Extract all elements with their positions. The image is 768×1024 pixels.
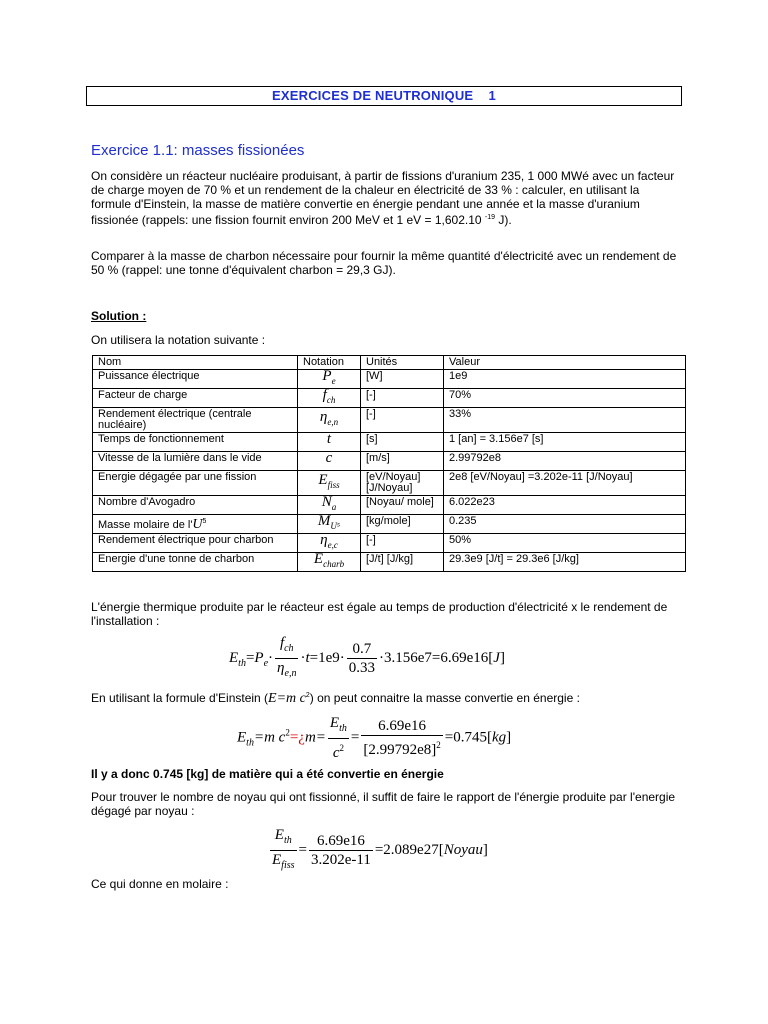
name-cell: Temps de fonctionnement: [93, 433, 298, 452]
value-cell: 6.022e23: [444, 496, 686, 515]
notation-cell: $E_{charb}$: [298, 553, 361, 572]
notation-cell: $\eta_{e,c}$: [298, 534, 361, 553]
header-cell: Nom: [93, 356, 298, 370]
exercise-statement: On considère un réacteur nucléaire produisant, à partir de fissions d'uranium 235, 1 000 MWé avec un facteur de charge moyen de 70 % et un rendement de la chaleur en électricité de 33 % : calculer, en utilisant la formule d'Einstein, la masse de matière convertie en énergie pendant une année et la masse d'uranium fissionée (rappels: une fission fournit environ 200 MeV et 1 eV = 1,602.10 $^{-19}$ J).: [91, 169, 675, 227]
molar-text: Ce qui donne en molaire :: [91, 877, 229, 891]
unit-cell: [eV/Noyau] [J/Noyau]: [361, 471, 444, 496]
unit-cell: [kg/mole]: [361, 515, 444, 534]
name-cell: Rendement électrique (centrale nucléaire): [93, 408, 298, 433]
einstein-text: En utilisant la formule d'Einstein (E=m $c^2$) on peut connaitre la masse convertie en énergie :: [91, 691, 580, 706]
name-cell: Energie dégagée par une fission: [93, 471, 298, 496]
page-title: EXERCICES DE NEUTRONIQUE 1: [86, 86, 682, 106]
value-cell: 2e8 [eV/Noyau] =3.202e-11 [J/Noyau]: [444, 471, 686, 496]
notation-cell: $M_{U^5}$: [298, 515, 361, 534]
table-row: [93, 496, 686, 515]
value-cell: 2.99792e8: [444, 452, 686, 471]
value-cell: 70%: [444, 389, 686, 408]
table-row: [93, 471, 686, 496]
table-row: [93, 370, 686, 389]
name-cell: Rendement électrique pour charbon: [93, 534, 298, 553]
name-cell: Masse molaire de $l'U^5$: [93, 515, 298, 534]
solution-intro: On utilisera la notation suivante :: [91, 333, 266, 347]
value-cell: 1 [an] = 3.156e7 [s]: [444, 433, 686, 452]
unit-cell: [-]: [361, 389, 444, 408]
name-cell: Nombre d'Avogadro: [93, 496, 298, 515]
thermal-text: L'énergie thermique produite par le réacteur est égale au temps de production d'électricité x le rendement de l'installation :: [91, 600, 668, 628]
name-cell: Facteur de charge: [93, 389, 298, 408]
nuclei-text: Pour trouver le nombre de noyau qui ont fissionné, il suffit de faire le rapport de l'énergie produite par l'energie dégagé par noyau :: [91, 790, 676, 818]
name-cell: Puissance électrique: [93, 370, 298, 389]
mass-equation: $E_{th}=m$ $c^2=¿m=$ $\frac{E_{th}}{c^2}$ = $\frac{6.69e16}{[2.99792e8]^2}$ =0.745[kg]: [237, 715, 512, 761]
exercise-question: Comparer à la masse de charbon nécessaire pour fournir la même quantité d'électricité avec un rendement de 50 % (rappel: une tonne d'équivalent charbon = 29,3 GJ).: [91, 249, 677, 277]
table-header-row: [93, 356, 686, 370]
table-row: [93, 408, 686, 433]
value-cell: 1e9: [444, 370, 686, 389]
notation-cell: $P_e$: [298, 370, 361, 389]
exercise-title: Exercice 1.1: masses fissionées: [91, 142, 305, 159]
notation-cell: $\eta_{e,n}$: [298, 408, 361, 433]
header-cell: Notation: [298, 356, 361, 370]
notation-cell: t: [298, 433, 361, 452]
unit-cell: [Noyau/ mole]: [361, 496, 444, 515]
thermal-energy-equation: $E_{th}=P_e\cdot$ $\frac{f_{ch}}{\eta_{e,n}}$ ·t=1e9· $\frac{0.7}{0.33}$ ·3.156e7=6.69e16[J]: [229, 635, 505, 679]
table-row: [93, 534, 686, 553]
notation-cell: $N_a$: [298, 496, 361, 515]
mass-conclusion: Il y a donc 0.745 [kg] de matière qui a été convertie en énergie: [91, 767, 444, 781]
solution-heading: Solution :: [91, 309, 147, 323]
unit-cell: [-]: [361, 408, 444, 433]
unit-cell: [W]: [361, 370, 444, 389]
table-row: [93, 452, 686, 471]
header-cell: Valeur: [444, 356, 686, 370]
notation-cell: $f_{ch}$: [298, 389, 361, 408]
table-row: [93, 433, 686, 452]
unit-cell: [J/t] [J/kg]: [361, 553, 444, 572]
unit-cell: [s]: [361, 433, 444, 452]
header-cell: Unités: [361, 356, 444, 370]
table-row: [93, 553, 686, 572]
value-cell: 33%: [444, 408, 686, 433]
value-cell: 50%: [444, 534, 686, 553]
notation-cell: c: [298, 452, 361, 471]
table-row: [93, 389, 686, 408]
name-cell: Energie d'une tonne de charbon: [93, 553, 298, 572]
name-cell: Vitesse de la lumière dans le vide: [93, 452, 298, 471]
notation-cell: $E_{fiss}$: [298, 471, 361, 496]
table-row: [93, 515, 686, 534]
value-cell: 29.3e9 [J/t] = 29.3e6 [J/kg]: [444, 553, 686, 572]
value-cell: 0.235: [444, 515, 686, 534]
notation-table: [92, 355, 686, 572]
unit-cell: [m/s]: [361, 452, 444, 471]
nuclei-equation: $\frac{E_{th}}{E_{fiss}}$ = $\frac{6.69e16}{3.202e-11}$ =2.089e27[Noyau]: [272, 827, 488, 871]
unit-cell: [-]: [361, 534, 444, 553]
